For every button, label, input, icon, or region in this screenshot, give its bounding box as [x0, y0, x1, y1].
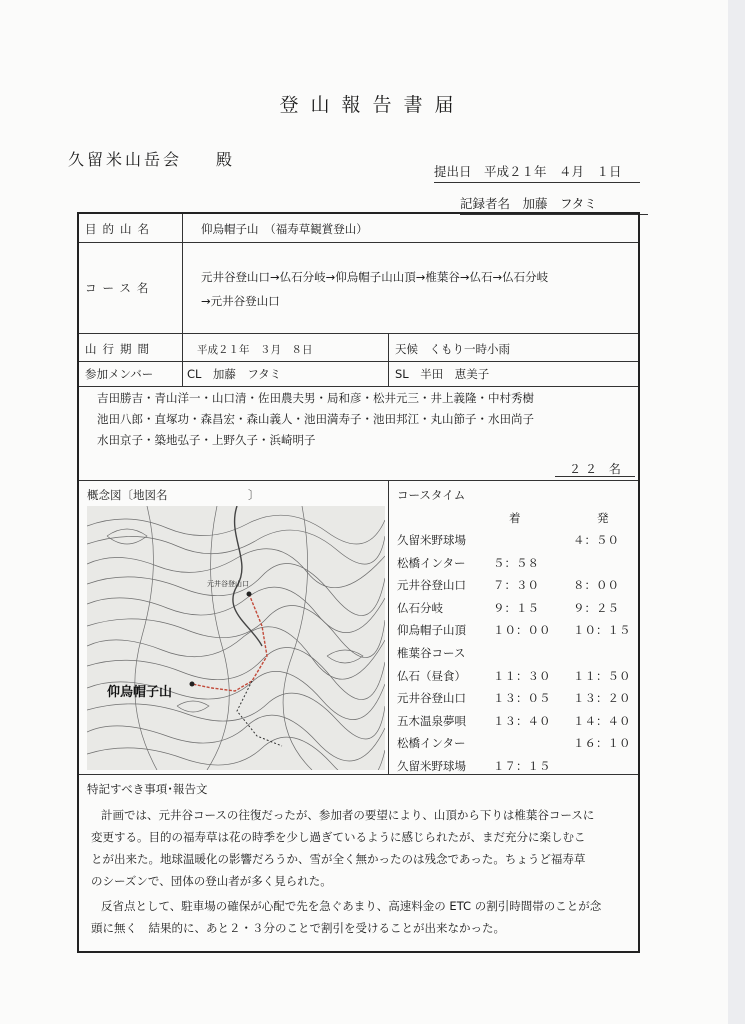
member-count: ２２ 名	[569, 462, 625, 476]
period-value: 平成２１年 ３月 ８日	[197, 344, 313, 356]
report-form-table	[77, 212, 640, 953]
course-time-depart: １４：４０	[573, 713, 631, 728]
report-line: 計画では、元井谷コースの往復だったが、参加者の要望により、山頂から下りは椎葉谷コースに	[101, 808, 595, 822]
peak-map-label: 仰烏帽子山	[107, 685, 173, 700]
member-line: 吉田勝吉・青山洋一・山口清・佐田農夫男・局和彦・松井元三・井上義隆・中村秀樹	[97, 391, 534, 405]
course-time-row	[397, 713, 637, 735]
count-underline	[555, 476, 635, 477]
course-time-depart: １０：１５	[573, 623, 631, 638]
course-time-row	[397, 735, 637, 757]
course-time-place: 仏石（昼食）	[397, 668, 466, 683]
course-time-place: 仏石分岐	[397, 600, 443, 615]
course-time-row	[397, 532, 637, 554]
period-label: 山行期間	[85, 342, 155, 356]
course-time-row	[397, 690, 637, 712]
document-title: 登山報告書届	[279, 94, 466, 116]
course-time-row	[397, 758, 637, 780]
course-time-row	[397, 555, 637, 577]
row-divider	[79, 480, 638, 481]
course-time-depart: ８：００	[573, 578, 619, 593]
member-list	[97, 388, 534, 451]
trailhead-marker	[247, 592, 252, 597]
course-time-depart: ４：５０	[573, 533, 619, 547]
summit-marker	[190, 682, 195, 687]
honorific: 殿	[216, 150, 236, 169]
course-time-label: コースタイム	[397, 488, 466, 502]
course-time-arrive: ５：５８	[493, 555, 539, 570]
row-divider	[79, 386, 638, 387]
course-time-place: 久留米野球場	[397, 533, 466, 547]
report-line: のシーズンで、団体の登山者が多く見られた。	[91, 874, 332, 888]
course-time-arrive: ７：３０	[493, 578, 539, 593]
course-time-place: 松橋インター	[397, 736, 466, 751]
course-line-1: 元井谷登山口→仏石分岐→仰烏帽子山山頂→椎葉谷→仏石→仏石分岐	[201, 270, 549, 284]
sub-leader: SL 半田 恵美子	[395, 367, 490, 381]
course-time-place: 五木温泉夢唄	[397, 713, 466, 728]
report-line: 変更する。目的の福寿草は花の時季を少し過ぎているように感じられたが、まだ充分に楽しむこ	[91, 830, 586, 844]
course-time-row	[397, 645, 637, 667]
scan-edge	[728, 0, 745, 1024]
course-time-arrive: ９：１５	[493, 600, 539, 615]
course-time-depart: １６：１０	[573, 736, 631, 751]
recorder-name: 記録者名 加藤 フタミ	[460, 194, 648, 215]
trailhead-map-label: 元井谷登山口	[207, 580, 249, 588]
row-divider	[79, 361, 638, 362]
course-time-row	[397, 577, 637, 599]
course-time-arrive: １３：４０	[493, 713, 551, 728]
weather-value: 天候 くもり一時小雨	[395, 342, 510, 356]
course-time-arrive: １３：０５	[493, 691, 551, 706]
course-time-depart: １１：５０	[573, 668, 631, 683]
course-time-place: 松橋インター	[397, 555, 466, 570]
member-line: 水田京子・築地弘子・上野久子・浜崎明子	[97, 433, 316, 447]
course-line-2: →元井谷登山口	[201, 294, 280, 308]
course-time-place: 仰烏帽子山頂	[397, 623, 466, 638]
organization-name: 久留米山岳会	[68, 150, 183, 169]
member-line: 池田八郎・直塚功・森昌宏・森山義人・池田満寿子・池田邦江・丸山節子・水田尚子	[97, 412, 534, 426]
report-line: 反省点として、駐車場の確保が心配で先を急ぐあまり、高速料金の ETC の割引時間帯のことが念	[101, 899, 602, 913]
arrive-header: 着	[509, 511, 521, 525]
report-line: 頭に無く 結果的に、あと２・３分のことで割引を受けることが出来なかった。	[91, 921, 505, 935]
course-time-arrive: １０：００	[493, 623, 551, 638]
course-time-place: 元井谷登山口	[397, 691, 466, 706]
course-time-row	[397, 600, 637, 622]
course-time-row	[397, 668, 637, 690]
course-label: コース名	[85, 281, 155, 295]
depart-header: 発	[597, 511, 609, 525]
course-time-place: 元井谷登山口	[397, 578, 466, 593]
weather-divider	[388, 333, 389, 386]
course-time-depart: ９：２５	[573, 600, 619, 615]
organization	[68, 147, 235, 170]
row-divider	[79, 242, 638, 243]
course-time-depart: １３：２０	[573, 691, 631, 706]
map-background	[87, 506, 385, 770]
label-column-divider	[182, 214, 183, 386]
route-map	[87, 506, 385, 770]
map-label: 概念図〔地図名 〕	[87, 488, 260, 502]
report-label: 特記すべき事項･報告文	[87, 782, 208, 796]
chief-leader: CL 加藤 フタミ	[187, 367, 282, 381]
map-time-divider	[388, 480, 389, 774]
mountain-label: 目的山名	[85, 222, 155, 236]
course-time-arrive: １１：３０	[493, 668, 551, 683]
course-time-place: 久留米野球場	[397, 759, 466, 773]
report-line: とが出来た。地球温暖化の影響だろうか、雪が全く無かったのは残念であった。ちょうど福寿草	[91, 852, 586, 866]
members-label: 参加メンバー	[85, 367, 154, 381]
mountain-value: 仰烏帽子山 （福寿草観賞登山）	[201, 222, 368, 236]
row-divider	[79, 333, 638, 334]
course-time-place: 椎葉谷コース	[397, 646, 466, 660]
submission-date: 提出日 平成２１年 ４月 １日	[434, 162, 640, 183]
course-time-arrive: １７：１５	[493, 759, 551, 773]
course-time-row	[397, 622, 637, 644]
